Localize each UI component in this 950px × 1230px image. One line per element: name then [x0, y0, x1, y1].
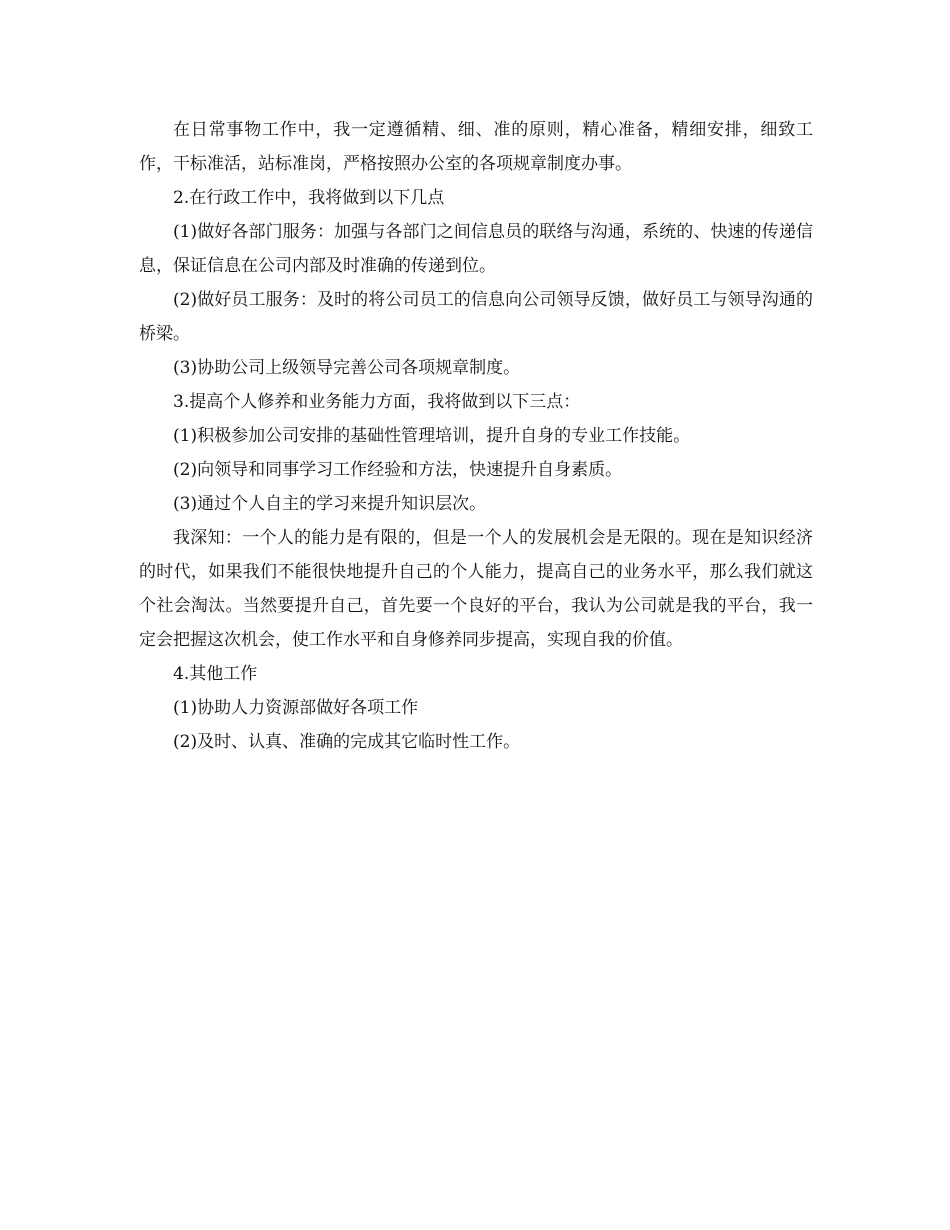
list-item-assist-hr: (1)协助人力资源部做好各项工作	[173, 698, 419, 718]
heading-personal-development: 3.提高个人修养和业务能力方面，我将做到以下三点：	[173, 392, 581, 412]
list-item-employee-service: (2)做好员工服务：及时的将公司员工的信息向公司领导反馈，做好员工与领导沟通的桥梁。	[139, 290, 813, 344]
list-item-assist-leadership: (3)协助公司上级领导完善公司各项规章制度。	[173, 358, 521, 378]
document-body	[139, 113, 813, 759]
list-item-management-training: (1)积极参加公司安排的基础性管理培训，提升自身的专业工作技能。	[173, 426, 691, 446]
list-item-learn-from-colleagues: (2)向领导和同事学习工作经验和方法，快速提升自身素质。	[173, 460, 623, 480]
paragraph-reflection: 我深知：一个人的能力是有限的，但是一个人的发展机会是无限的。现在是知识经济的时代，如果我们不能很快地提升自己的个人能力，提高自己的业务水平，那么我们就这个社会淘汰。当然要提升自己，首先要一个良好的平台，我认为公司就是我的平台，我一定会把握这次机会，使工作水平和自身修养同步提高，实现自我的价值。	[139, 528, 813, 650]
list-item-temporary-tasks: (2)及时、认真、准确的完成其它临时性工作。	[173, 732, 521, 752]
paragraph-daily-work: 在日常事物工作中，我一定遵循精、细、准的原则，精心准备，精细安排，细致工作，干标准活，站标准岗，严格按照办公室的各项规章制度办事。	[139, 120, 813, 174]
list-item-self-study: (3)通过个人自主的学习来提升知识层次。	[173, 494, 487, 514]
list-item-department-service: (1)做好各部门服务：加强与各部门之间信息员的联络与沟通，系统的、快速的传递信息，保证信息在公司内部及时准确的传递到位。	[139, 222, 813, 276]
heading-administrative-work: 2.在行政工作中，我将做到以下几点	[173, 188, 445, 208]
heading-other-work: 4.其他工作	[173, 664, 258, 684]
